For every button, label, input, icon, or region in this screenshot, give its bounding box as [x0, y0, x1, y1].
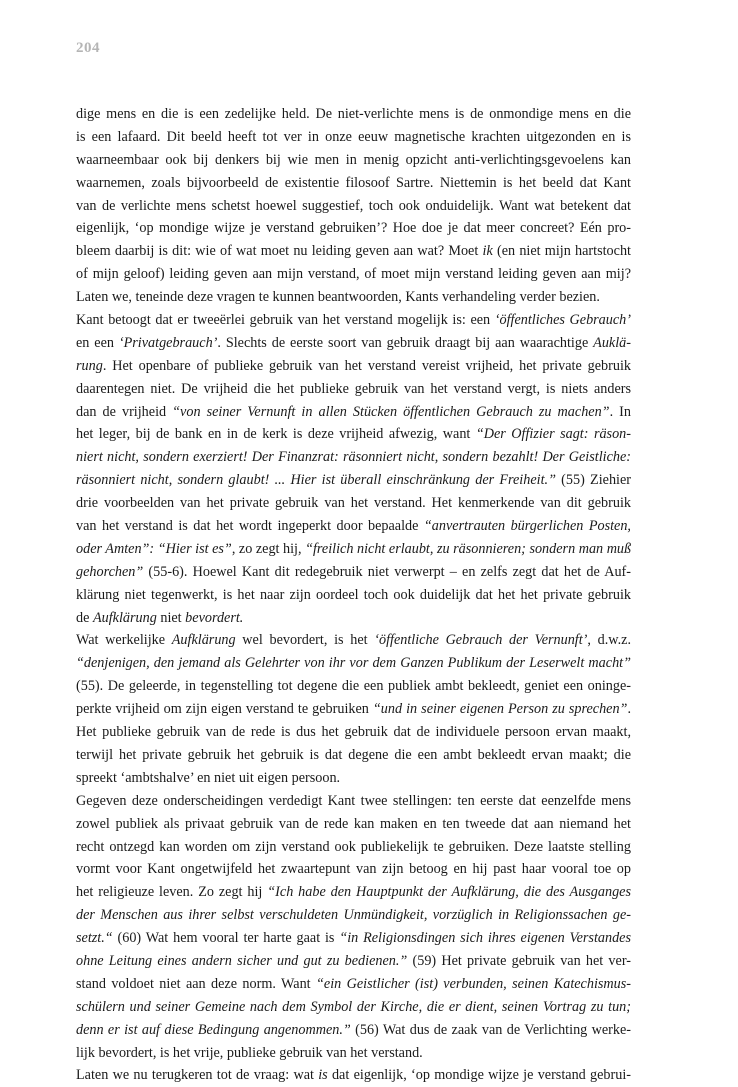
text-segment: zowel publiek als privaat gebruik van de rede kan maken en ten tweede dat aan niemand het: [76, 815, 631, 832]
text-line: [76, 1042, 631, 1065]
text-segment: Het publieke gebruik van de rede is dus het gebruik dat de individuele persoon ervan maakt,: [76, 724, 631, 741]
text-segment: niet: [156, 609, 186, 626]
text-segment: (56) Wat dus de zaak van de Verlichting werke-: [350, 1021, 631, 1038]
italic-segment: ‘öffentliches Gebrauch’: [494, 312, 631, 329]
italic-segment: “und in seiner eigenen Person zu sprechen”: [372, 701, 628, 718]
text-line: [76, 515, 631, 538]
text-line: [76, 950, 631, 973]
italic-segment: ik: [482, 243, 493, 260]
text-segment: waarnemen, zoals bijvoorbeeld de existentie filosoof Sartre. Niettemin is het beeld dat Kant: [76, 174, 631, 191]
text-segment: (55). De geleerde, in tegenstelling tot degene die een publiek ambt bekleedt, geniet een oninge-: [76, 678, 631, 695]
text-segment: recht ontzegd kan worden om zijn verstand ook publiekelijk te gebruiken. Deze laatste stelling: [76, 838, 631, 855]
text-segment: waarneembaar ook bij denkers bij wie men in menig opzicht anti-verlichtingsgevoelens kan: [76, 151, 631, 168]
italic-segment: ohne Leitung eines andern sicher und gut zu bedienen.”: [76, 952, 408, 969]
text-segment: terwijl het private gebruik het gebruik is dat degene die een ambt bekleedt ervan maakt; die: [76, 746, 631, 763]
text-segment: perkte vrijheid om zijn eigen verstand te gebruiken: [76, 701, 373, 718]
italic-segment: “von seiner Vernunft in allen Stücken öffentlichen Gebrauch zu machen”: [172, 403, 610, 420]
italic-segment: Aufklärung: [92, 609, 157, 626]
text-segment: Wat werkelijke: [76, 632, 172, 649]
text-line: [76, 767, 631, 790]
text-line: [76, 401, 631, 424]
text-line: [76, 973, 631, 996]
text-line: [76, 332, 631, 355]
text-segment: Laten we, teneinde deze vragen te kunnen beantwoorden, Kants verhandeling verder bezien.: [76, 289, 600, 306]
text-segment: , d.w.z.: [587, 632, 631, 649]
text-line: [76, 195, 631, 218]
text-segment: .: [627, 701, 631, 718]
text-segment: Gegeven deze onderscheidingen verdedigt Kant twee stellingen: ten eerste dat eenzelfde mens: [76, 792, 631, 809]
text-line: [76, 286, 631, 309]
italic-segment: niert nicht, sondern exerziert! Der Finanzrat: räsonniert nicht, sondern bezahlt! Der Geistliche:: [76, 449, 631, 466]
text-line: [76, 103, 631, 126]
text-segment: (59) Het private gebruik van het ver-: [407, 952, 631, 969]
text-segment: dan de vrijheid: [76, 403, 173, 420]
text-segment: . Het openbare of publieke gebruik van het verstand vereist vrijheid, het private gebruik: [102, 357, 631, 374]
text-line: [76, 446, 631, 469]
text-segment: dat eigenlijk, ‘op mondige wijze je verstand gebrui-: [327, 1067, 631, 1084]
italic-segment: rung: [76, 357, 103, 374]
text-line: [76, 698, 631, 721]
text-line: [76, 423, 631, 446]
text-line: [76, 744, 631, 767]
italic-segment: Aufklärung: [171, 632, 236, 649]
text-segment: . In: [609, 403, 631, 420]
italic-segment: setzt.“: [76, 930, 113, 947]
text-line: [76, 652, 631, 675]
text-line: [76, 149, 631, 172]
text-segment: . Slechts de eerste soort van gebruik draagt bij aan waarachtige: [217, 334, 594, 351]
text-line: [76, 813, 631, 836]
italic-segment: oder Amten”: “Hier ist es”: [76, 540, 232, 557]
text-segment: of mijn geloof) leiding geven aan mijn verstand, of moet mijn verstand leiding geven aan mij?: [76, 266, 631, 283]
text-line: [76, 629, 631, 652]
text-line: [76, 996, 631, 1019]
italic-segment: is: [318, 1067, 328, 1084]
text-segment: vormt voor Kant ongetwijfeld het zwaartepunt van zijn betoog en hij past haar vooral toe op: [76, 861, 631, 878]
text-segment: (55) Ziehier: [555, 472, 631, 489]
text-line: [76, 240, 631, 263]
text-segment: lijk bevordert, is het vrije, publieke gebruik van het verstand.: [76, 1044, 423, 1061]
text-line: [76, 538, 631, 561]
text-line: [76, 217, 631, 240]
text-line: [76, 790, 631, 813]
text-line: [76, 309, 631, 332]
text-line: [76, 126, 631, 149]
italic-segment: “denjenigen, den jemand als Gelehrter von ihr vor dem Ganzen Publikum der Leserwelt macht”: [76, 655, 631, 672]
text-segment: , zo zegt hij,: [231, 540, 306, 557]
text-line: [76, 584, 631, 607]
italic-segment: “ein Geistlicher (ist) verbunden, seinen Katechismus-: [316, 975, 631, 992]
text-line: [76, 378, 631, 401]
text-line: [76, 927, 631, 950]
text-segment: (en niet mijn hartstocht: [492, 243, 631, 260]
text-segment: klärung niet tegenwerkt, is het naar zijn oordeel toch ook duidelijk dat het het private gebruik: [76, 586, 631, 603]
italic-segment: ‘Privatgebrauch’: [118, 334, 218, 351]
text-line: [76, 561, 631, 584]
text-line: [76, 836, 631, 859]
italic-segment: “anvertrauten bürgerlichen Posten,: [423, 518, 631, 535]
text-line: [76, 607, 631, 630]
text-segment: Kant betoogt dat er tweeërlei gebruik van het verstand mogelijk is: een: [76, 312, 495, 329]
text-segment: wel bevordert, is het: [235, 632, 375, 649]
text-line: [76, 492, 631, 515]
text-segment: bleem daarbij is dit: wie of wat moet nu leiding geven aan wat? Moet: [76, 243, 483, 260]
text-line: [76, 858, 631, 881]
text-line: [76, 355, 631, 378]
italic-segment: denn er ist auf diese Bedingung angenommen.”: [76, 1021, 351, 1038]
italic-segment: der Menschen aus ihrer selbst verschuldeten Unmündigkeit, vorzüglich in Religionssachen ge-: [76, 907, 631, 924]
text-segment: van de verlichte mens schetst hoewel suggestief, toch ook onduidelijk. Want wat betekent dat: [76, 197, 631, 214]
text-segment: (55-6). Hoewel Kant dit redegebruik niet verwerpt – en zelfs zegt dat het de Auf-: [143, 563, 631, 580]
italic-segment: “freilich nicht erlaubt, zu räsonnieren; sondern man muß: [305, 540, 631, 557]
text-segment: eigenlijk, ‘op mondige wijze je verstand gebruiken’? Hoe doe je dat meer concreet? Eén pro-: [76, 220, 631, 237]
italic-segment: “Ich habe den Hauptpunkt der Aufklärung, die des Ausganges: [267, 884, 631, 901]
page-number: 204: [76, 40, 100, 56]
text-segment: en een: [76, 334, 119, 351]
italic-segment: ‘öffentliche Gebrauch der Vernunft’: [374, 632, 588, 649]
italic-segment: gehorchen”: [76, 563, 144, 580]
italic-segment: “in Religionsdingen sich ihres eigenen Verstandes: [339, 930, 631, 947]
italic-segment: “Der Offizier sagt: räson-: [475, 426, 631, 443]
text-line: [76, 469, 631, 492]
italic-segment: räsonniert nicht, sondern glaubt! ... Hier ist überall einschränkung der Freiheit.”: [76, 472, 556, 489]
text-line: [76, 1019, 631, 1042]
text-segment: van het verstand is dat het wordt ingeperkt door bepaalde: [76, 518, 424, 535]
text-line: [76, 172, 631, 195]
italic-segment: Auklä-: [593, 334, 631, 351]
text-line: [76, 263, 631, 286]
italic-segment: schülern und seiner Gemeine nach dem Symbol der Kirche, die er dient, seinen Vortrag zu tun;: [76, 998, 631, 1015]
text-line: [76, 881, 631, 904]
text-segment: stand voldoet niet aan deze norm. Want: [76, 975, 317, 992]
text-line: [76, 675, 631, 698]
text-segment: daarentegen niet. De vrijheid die het publieke gebruik van het verstand vergt, is niets anders: [76, 380, 631, 397]
text-line: [76, 904, 631, 927]
text-segment: de: [76, 609, 93, 626]
text-line: [76, 721, 631, 744]
body-text: [76, 103, 631, 1087]
text-segment: (60) Wat hem vooral ter harte gaat is: [112, 930, 340, 947]
text-segment: het leger, bij de bank en in de kerk is deze vrijheid afwezig, want: [76, 426, 476, 443]
italic-segment: bevordert.: [185, 609, 244, 626]
text-segment: drie voorbeelden van het private gebruik van het verstand. Het kenmerkende van dit gebruik: [76, 495, 631, 512]
text-segment: dige mens en die is een zedelijke held. De niet-verlichte mens is de onmondige mens en die: [76, 106, 631, 122]
text-segment: Laten we nu terugkeren tot de vraag: wat: [76, 1067, 319, 1084]
text-segment: het religieuze leven. Zo zegt hij: [76, 884, 268, 901]
text-segment: spreekt ‘ambtshalve’ en niet uit eigen persoon.: [76, 769, 341, 786]
text-segment: is een lafaard. Dit beeld heeft tot ver in onze eeuw magnetische krachten uitgezonden en is: [76, 128, 631, 145]
